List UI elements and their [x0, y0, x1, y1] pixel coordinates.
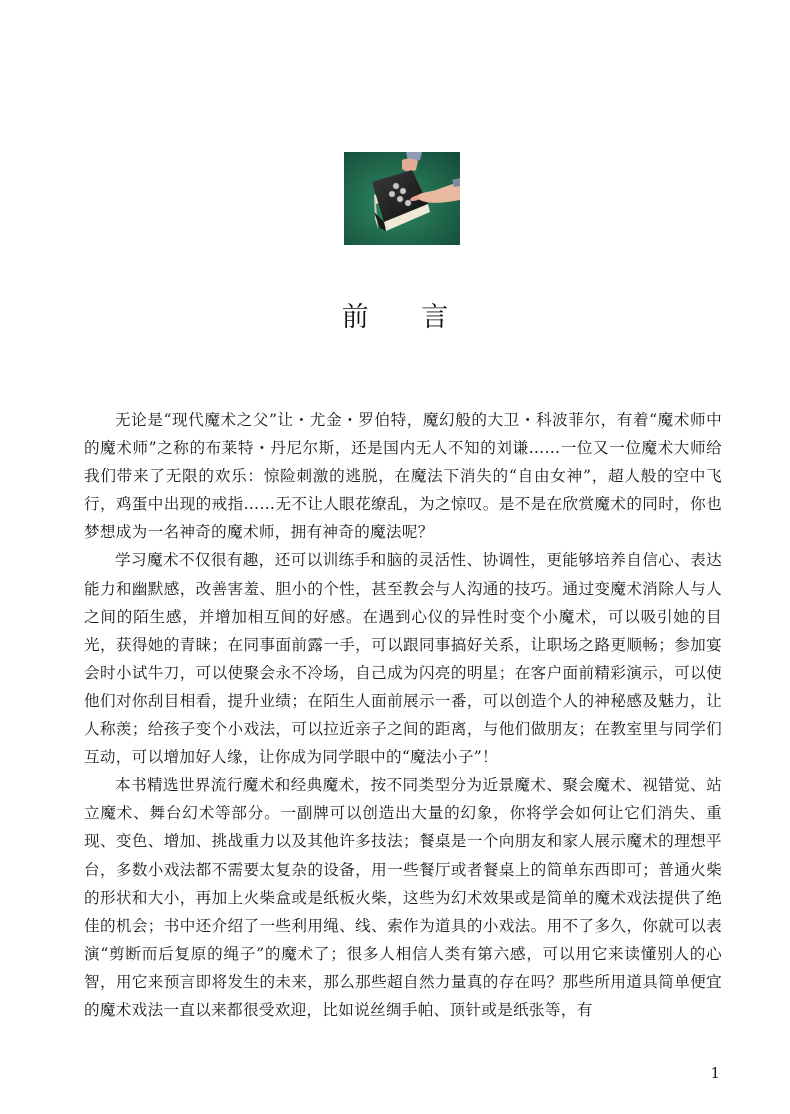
paragraph: 本书精选世界流行魔术和经典魔术，按不同类型分为近景魔术、聚会魔术、视错觉、站立魔术、舞台幻术等部分。一副牌可以创造出大量的幻象，你将学会如何让它们消失、重现、变色、增加、挑战重力以及其他许多技法；餐桌是一个向朋友和家人展示魔术的理想平台，多数小戏法都不需要太复杂的设备，用一些餐厅或者餐桌上的简单东西即可；普通火柴的形状和大小，再加上火柴盒或是纸板火柴，这些为幻术效果或是简单的魔术戏法提供了绝佳的机会；书中还介绍了一些利用绳、线、索作为道具的小戏法。用不了多久，你就可以表演“剪断而后复原的绳子”的魔术了；很多人相信人类有第六感，可以用它来读懂别人的心智，用它来预言即将发生的未来，那么那些超自然力量真的存在吗？那些所用道具简单便宜的魔术戏法一直以来都很受欢迎，比如说丝绸手帕、顶针或是纸张等，有	[84, 776, 722, 1019]
paragraph: 无论是“现代魔术之父”让・尤金・罗伯特，魔幻般的大卫・科波菲尔，有着“魔术师中的魔术师”之称的布莱特・丹尼尔斯，还是国内无人不知的刘谦……一位又一位魔术大师给我们带来了无限的欢乐：惊险刺激的逃脱，在魔法下消失的“自由女神”，超人般的空中飞行，鸡蛋中出现的戒指……无不让人眼花缭乱，为之惊叹。是不是在欣赏魔术的同时，你也梦想成为一名神奇的魔术师，拥有神奇的魔法呢？	[84, 411, 722, 542]
book-with-coins-photo	[344, 152, 460, 245]
paragraph: 学习魔术不仅很有趣，还可以训练手和脑的灵活性、协调性，更能够培养自信心、表达能力和幽默感，改善害羞、胆小的个性，甚至教会与人沟通的技巧。通过变魔术消除人与人之间的陌生感，并增加相互间的好感。在遇到心仪的异性时变个小魔术，可以吸引她的目光，获得她的青睐；在同事面前露一手，可以跟同事搞好关系，让职场之路更顺畅；参加宴会时小试牛刀，可以使聚会永不冷场，自己成为闪亮的明星；在客户面前精彩演示，可以使他们对你刮目相看，提升业绩；在陌生人面前展示一番，可以创造个人的神秘感及魅力，让人称羡；给孩子变个小戏法，可以拉近亲子之间的距离，与他们做朋友；在教室里与同学们互动，可以增加好人缘，让你成为同学眼中的“魔法小子”！	[84, 551, 722, 767]
page-title: 前 言	[341, 302, 471, 333]
page-number: 1	[710, 1064, 720, 1082]
preface-body	[84, 406, 722, 1024]
